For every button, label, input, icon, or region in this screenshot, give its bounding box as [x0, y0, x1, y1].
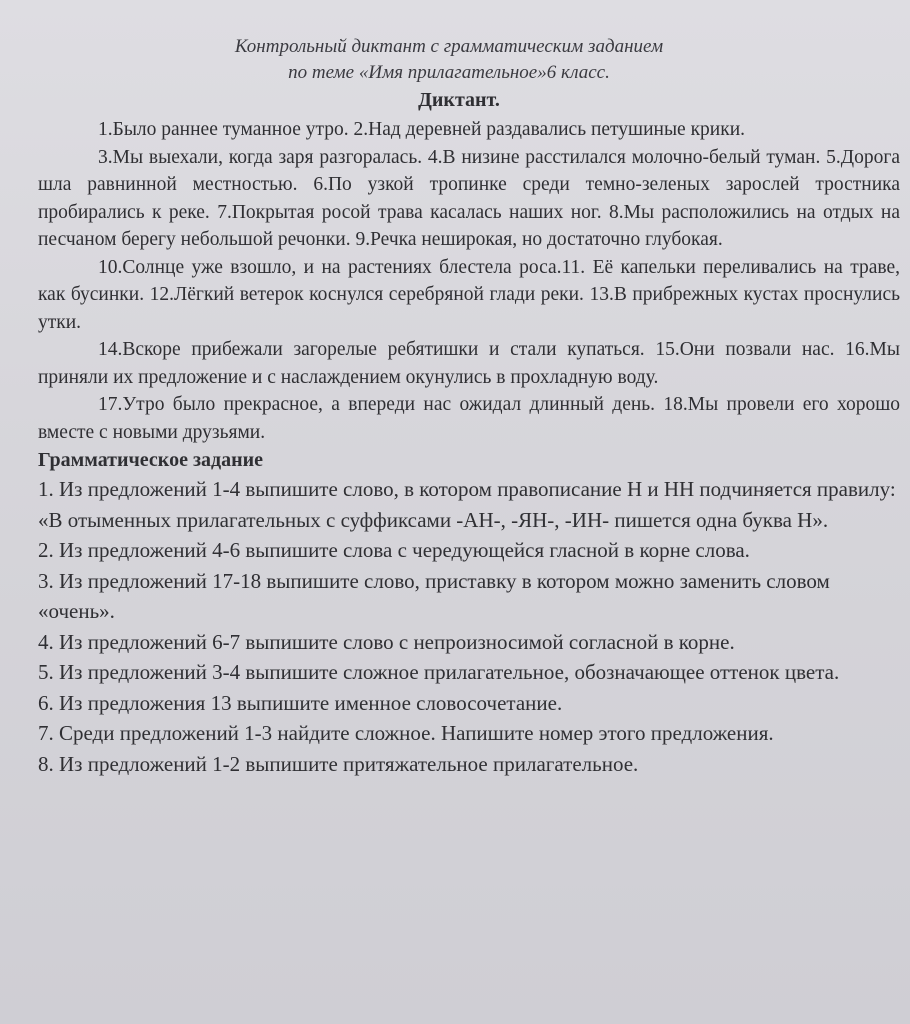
- title-line-2: по теме «Имя прилагательное»6 класс.: [288, 62, 610, 83]
- document-title: [38, 34, 900, 86]
- title-line-1: Контрольный диктант с грамматическим заданием: [234, 36, 664, 57]
- grammar-task-item: 2. Из предложений 4-6 выпишите слова с чередующейся гласной в корне слова.: [38, 538, 750, 562]
- grammar-task-item: 1. Из предложений 1-4 выпишите слово, в котором правописание Н и НН подчиняется правилу: «В отыменных прилагательных с суффиксами -АН-, -ЯН-, -ИН- пишется одна буква Н».: [38, 477, 896, 532]
- grammar-task-item: 6. Из предложения 13 выпишите именное словосочетание.: [38, 690, 563, 715]
- dictation-text: [38, 116, 900, 446]
- grammar-task-item: 8. Из предложений 1-2 выпишите притяжательное прилагательное.: [38, 751, 639, 776]
- dictation-heading: Диктант.: [418, 89, 500, 111]
- dictation-paragraph: 1.Было раннее туманное утро. 2.Над деревней раздавались петушиные крики.: [98, 119, 746, 140]
- dictation-paragraph: 10.Солнце уже взошло, и на растениях блестела роса.11. Её капельки переливались на траве, как бусинки. 12.Лёгкий ветерок коснулся серебряной глади реки. 13.В прибрежных кустах проснулись утки.: [38, 256, 900, 333]
- grammar-task-item: 3. Из предложений 17-18 выпишите слово, приставку в котором можно заменить словом «очень».: [38, 568, 830, 623]
- grammar-task-item: 5. Из предложений 3-4 выпишите сложное прилагательное, обозначающее оттенок цвета.: [38, 660, 840, 684]
- dictation-paragraph: 17.Утро было прекрасное, а впереди нас ожидал длинный день. 18.Мы провели его хорошо вместе с новыми друзьями.: [38, 394, 900, 443]
- grammar-task-item: 7. Среди предложений 1-3 найдите сложное. Напишите номер этого предложения.: [38, 721, 774, 745]
- grammar-task-heading: Грамматическое задание: [38, 449, 264, 471]
- grammar-task-item: 4. Из предложений 6-7 выпишите слово с непроизносимой согласной в корне.: [38, 629, 735, 654]
- dictation-paragraph: 14.Вскоре прибежали загорелые ребятишки и стали купаться. 15.Они позвали нас. 16.Мы приняли их предложение и с наслаждением окунулись в прохладную воду.: [38, 339, 900, 388]
- grammar-task-list: [38, 474, 900, 779]
- dictation-paragraph: 3.Мы выехали, когда заря разгоралась. 4.В низине расстилался молочно-белый туман. 5.Дорога шла равнинной местностью. 6.По узкой тропинке среди темно-зеленых зарослей тростника пробирались к реке. 7.Покрытая росой трава касалась наших ног. 8.Мы расположились на отдых на песчаном берегу небольшой речонки. 9.Речка неширокая, но достаточно глубокая.: [38, 146, 900, 250]
